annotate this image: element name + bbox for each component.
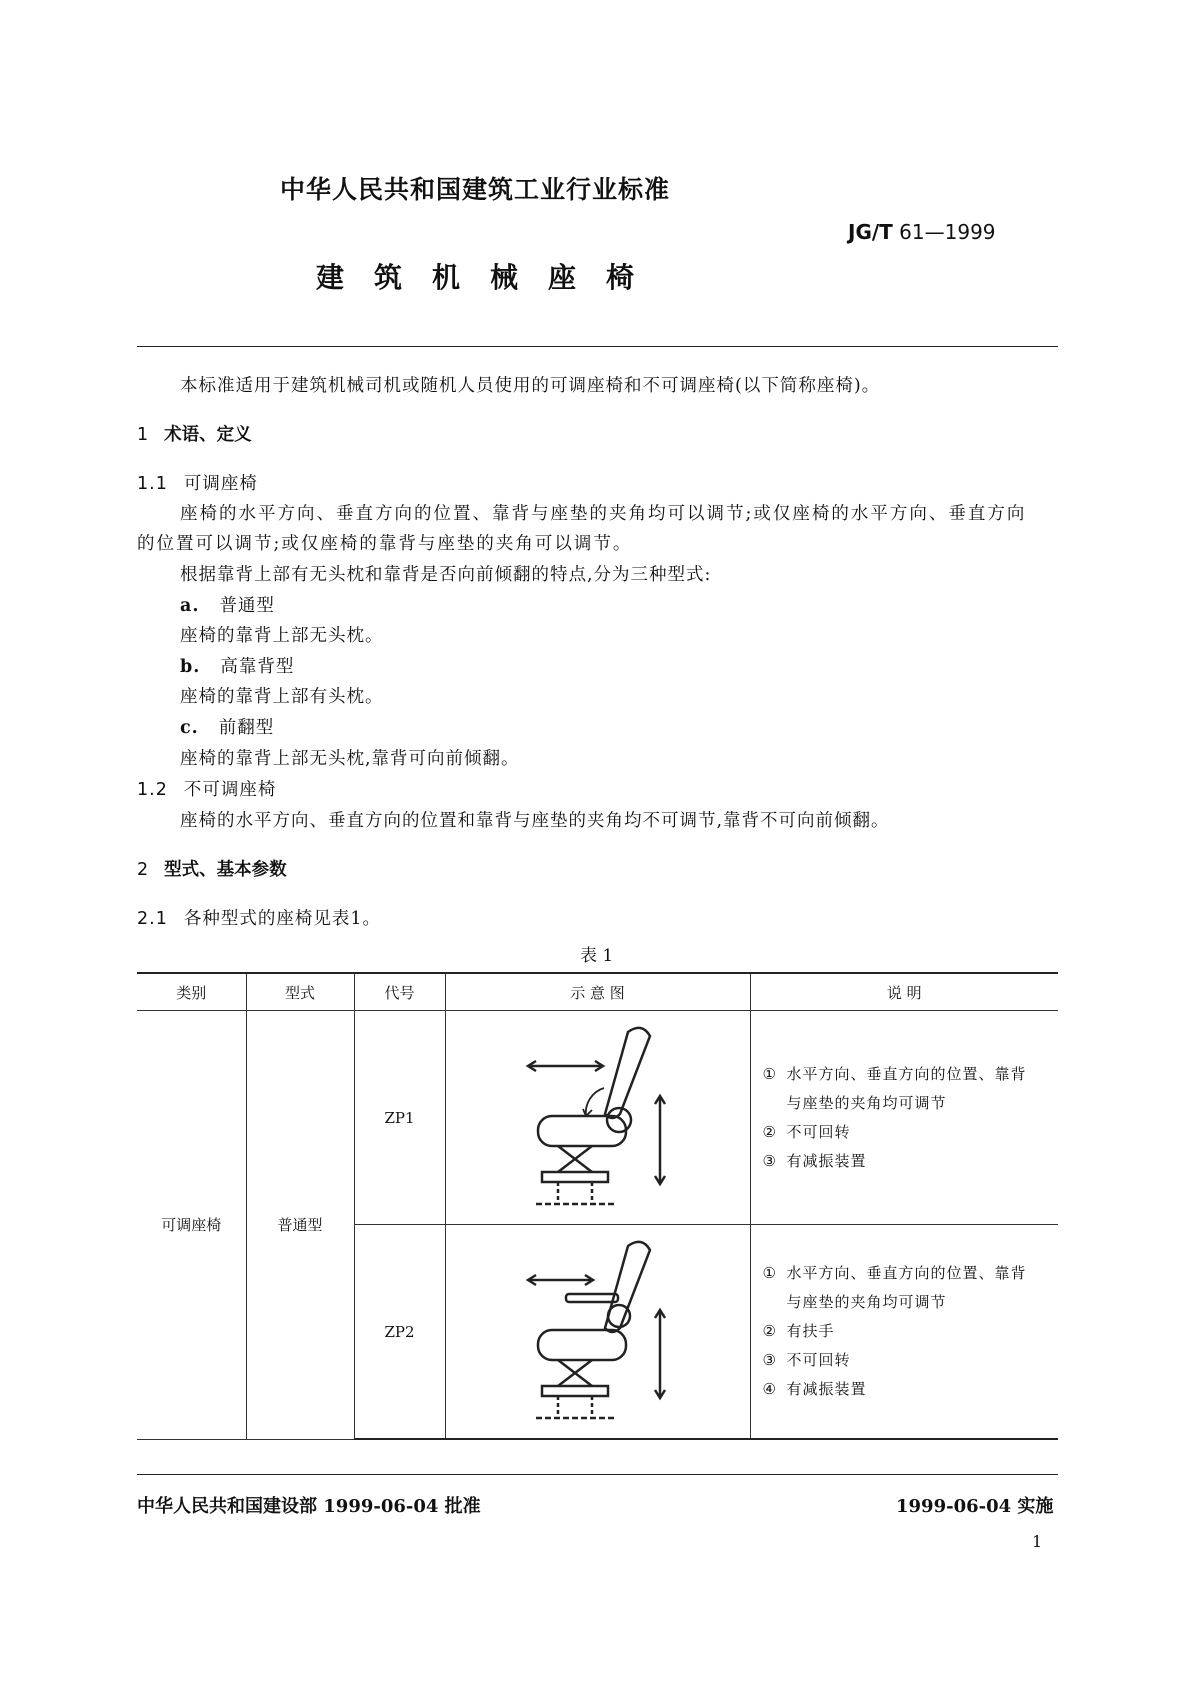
note-item (763, 1060, 1059, 1089)
base-icon (542, 1386, 608, 1396)
note-text: 有减振装置 (786, 1380, 867, 1398)
type-a-description: 座椅的靠背上部无头枕。 (180, 626, 384, 646)
organization-title: 中华人民共和国建筑工业行业标准 (280, 175, 671, 204)
cushion-icon (538, 1330, 626, 1360)
type-a-heading (180, 592, 275, 617)
base-icon (542, 1172, 608, 1182)
subsection-number: 1.2 (137, 780, 168, 800)
note-continuation: 与座垫的夹角均可调节 (786, 1293, 947, 1311)
note-marker: ③ (762, 1151, 777, 1170)
armrest-icon (566, 1294, 618, 1302)
standard-code (848, 220, 996, 244)
note-text: 水平方向、垂直方向的位置、靠背 (786, 1064, 1027, 1083)
table-row (137, 1011, 1058, 1225)
header-category: 类别 (137, 973, 246, 1011)
type-name: 高靠背型 (220, 657, 295, 677)
seat-diagram-zp1 (508, 1018, 688, 1218)
backrest-icon (605, 1027, 650, 1117)
type-name: 前翻型 (218, 718, 275, 738)
description-cell (750, 1225, 1058, 1440)
section-title: 术语、定义 (164, 425, 252, 445)
diagram-cell (445, 1225, 750, 1440)
header-form: 型式 (246, 973, 354, 1011)
note-marker: ② (762, 1122, 777, 1141)
page-number: 1 (1032, 1532, 1043, 1551)
note-item (763, 1317, 1059, 1346)
type-name: 普通型 (219, 596, 275, 616)
form-cell: 普通型 (246, 1011, 354, 1440)
note-text: 不可回转 (786, 1122, 851, 1141)
note-item (763, 1147, 1059, 1176)
note-marker: ② (762, 1322, 777, 1340)
category-cell: 可调座椅 (137, 1011, 246, 1440)
note-marker: ① (762, 1064, 777, 1083)
type-b-heading (180, 653, 294, 678)
note-continuation: 与座垫的夹角均可调节 (786, 1093, 947, 1112)
notes-list (763, 1259, 1059, 1404)
subsection-title: 可调座椅 (183, 474, 258, 494)
list-marker: b. (180, 657, 201, 677)
header-description: 说 明 (750, 973, 1058, 1011)
subsection-1-2-heading (137, 776, 276, 801)
seat-diagram-zp2 (508, 1232, 688, 1432)
type-c-heading (180, 714, 274, 739)
seat-types-table (137, 972, 1058, 1440)
type-b-description: 座椅的靠背上部有头枕。 (180, 687, 384, 707)
approval-line: 中华人民共和国建设部 1999-06-04 批准 (137, 1496, 481, 1517)
note-item (763, 1375, 1059, 1404)
standard-code-number: 61—1999 (899, 220, 996, 244)
type-c-description: 座椅的靠背上部无头枕,靠背可向前倾翻。 (180, 749, 520, 769)
note-text: 水平方向、垂直方向的位置、靠背 (786, 1264, 1027, 1282)
section-number: 2 (137, 860, 149, 880)
table-header-row (137, 973, 1058, 1011)
note-item (763, 1346, 1059, 1375)
section-number: 1 (137, 425, 149, 445)
section-1-heading (137, 421, 252, 446)
note-text: 有扶手 (786, 1322, 835, 1340)
subsection-text: 各种型式的座椅见表1。 (183, 909, 381, 929)
types-intro: 根据靠背上部有无头枕和靠背是否向前倾翻的特点,分为三种型式: (180, 565, 712, 585)
backrest-icon (605, 1241, 650, 1331)
note-marker: ④ (762, 1380, 777, 1398)
note-text: 不可回转 (786, 1351, 851, 1369)
subsection-number: 1.1 (137, 474, 168, 494)
note-text: 有减振装置 (786, 1151, 867, 1170)
diagram-cell (445, 1011, 750, 1225)
subsection-2-1 (137, 905, 381, 930)
subsection-1-1-heading (137, 470, 258, 495)
intro-paragraph: 本标准适用于建筑机械司机或随机人员使用的可调座椅和不可调座椅(以下简称座椅)。 (180, 376, 881, 396)
header-diagram: 示 意 图 (445, 973, 750, 1011)
list-marker: c. (180, 718, 199, 738)
note-item (763, 1259, 1059, 1288)
subsection-number: 2.1 (137, 909, 168, 929)
section-2-heading (137, 856, 287, 881)
header-code: 代号 (354, 973, 445, 1011)
note-marker: ③ (762, 1351, 777, 1369)
standard-code-prefix: JG/T (848, 220, 893, 244)
description-cell (750, 1011, 1058, 1225)
list-marker: a. (180, 596, 200, 616)
definition-line-2: 的位置可以调节;或仅座椅的靠背与座垫的夹角可以调节。 (137, 534, 633, 554)
subsection-title: 不可调座椅 (183, 780, 277, 800)
definition-line-1: 座椅的水平方向、垂直方向的位置、靠背与座垫的夹角均可以调节;或仅座椅的水平方向、垂直方向 (180, 504, 1027, 524)
hinge-icon (608, 1305, 630, 1327)
document-title: 建筑机械座椅 (316, 261, 665, 294)
table-caption: 表 1 (580, 946, 614, 966)
title-divider (137, 346, 1058, 347)
implementation-line: 1999-06-04 实施 (896, 1496, 1054, 1517)
note-marker: ① (762, 1264, 777, 1282)
hinge-icon (607, 1108, 631, 1132)
subsection-1-2-definition: 座椅的水平方向、垂直方向的位置和靠背与座垫的夹角均不可调节,靠背不可向前倾翻。 (180, 811, 890, 831)
code-cell: ZP1 (354, 1011, 445, 1225)
note-item (763, 1118, 1059, 1147)
section-title: 型式、基本参数 (164, 860, 287, 880)
notes-list (763, 1060, 1059, 1176)
code-cell: ZP2 (354, 1225, 445, 1440)
footer-divider (137, 1474, 1058, 1475)
